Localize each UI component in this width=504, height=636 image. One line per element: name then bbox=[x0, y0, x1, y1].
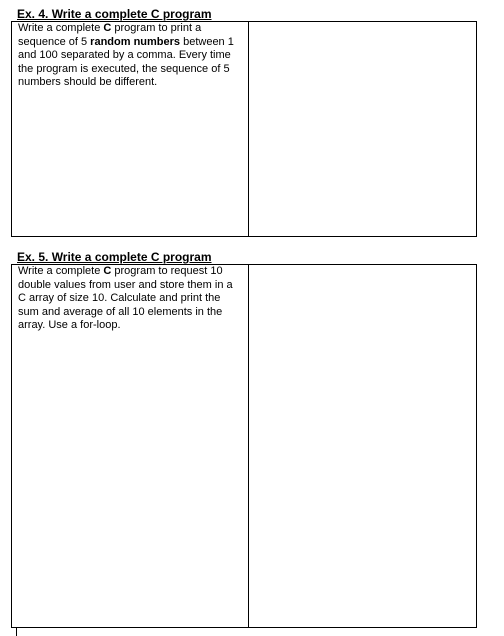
exercise-4-table bbox=[11, 21, 477, 237]
exercise-5-answer-cell[interactable] bbox=[249, 265, 476, 627]
prompt-text: program to request 10 double values from user and store them in a C array of size 10. Calculate and print the sum and average of all 10 elements in the array. Use a for-loop. bbox=[18, 265, 233, 332]
prompt-text: program to print a sequence of 5 bbox=[18, 22, 202, 48]
exercise-4-title bbox=[17, 8, 212, 21]
prompt-bold-random-numbers: random numbers bbox=[90, 35, 181, 48]
prompt-text: Write a complete bbox=[18, 265, 104, 277]
exercise-4-answer-cell[interactable] bbox=[249, 22, 476, 236]
exercise-4-title-text: Ex. 4. Write a complete C program bbox=[17, 7, 212, 21]
prompt-text: between 1 and 100 separated by a comma. Every time the program is executed, the sequence of 5 numbers should be different. bbox=[18, 35, 234, 89]
exercise-5-title-text: Ex. 5. Write a complete C program bbox=[17, 250, 212, 264]
exercise-4-prompt-cell bbox=[12, 22, 249, 236]
prompt-bold-c: C bbox=[103, 265, 112, 277]
prompt-text: Write a complete bbox=[18, 22, 104, 34]
exercise-5-prompt-cell bbox=[12, 265, 249, 627]
exercise-5-table bbox=[11, 264, 477, 628]
prompt-bold-c: C bbox=[103, 22, 112, 34]
margin-mark bbox=[16, 627, 17, 636]
exercise-5-title bbox=[17, 251, 212, 264]
